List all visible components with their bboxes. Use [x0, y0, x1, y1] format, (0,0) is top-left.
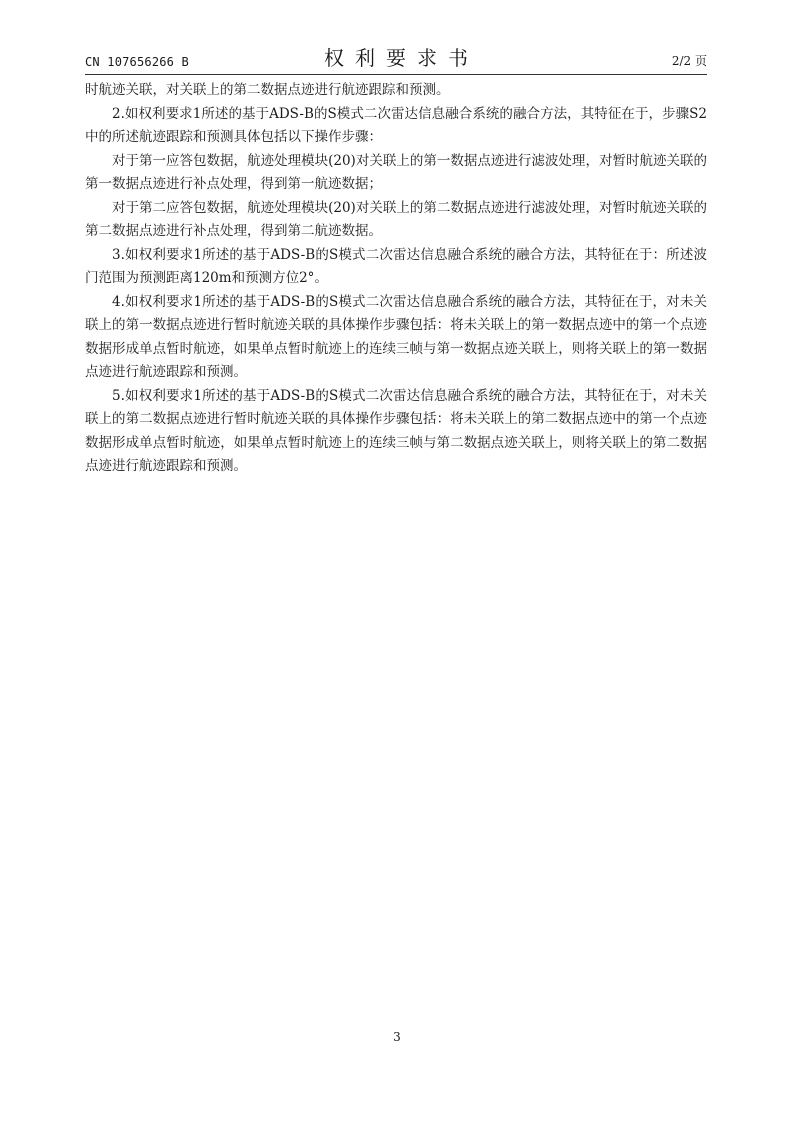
- claims-body: [85, 79, 707, 479]
- claim-2-step-1: 对于第一应答包数据，航迹处理模块(20)对关联上的第一数据点迹进行滤波处理，对暂时航迹关联的第一数据点迹进行补点处理，得到第一航迹数据；: [85, 152, 707, 192]
- claim-4: 4.如权利要求1所述的基于ADS-B的S模式二次雷达信息融合系统的融合方法，其特征在于，对未关联上的第一数据点迹进行暂时航迹关联的具体操作步骤包括：将未关联上的第一数据点迹中的第一个点迹数据形成单点暂时航迹，如果单点暂时航迹上的连续三帧与第一数据点迹关联上，则将关联上的第一数据点迹进行航迹跟踪和预测。: [85, 293, 707, 380]
- page-header: [85, 46, 707, 74]
- claim-3: 3.如权利要求1所述的基于ADS-B的S模式二次雷达信息融合系统的融合方法，其特征在于：所述波门范围为预测距离120m和预测方位2°。: [85, 246, 707, 286]
- claim-5: 5.如权利要求1所述的基于ADS-B的S模式二次雷达信息融合系统的融合方法，其特征在于，对未关联上的第二数据点迹进行暂时航迹关联的具体操作步骤包括：将未关联上的第二数据点迹中的第一个点迹数据形成单点暂时航迹，如果单点暂时航迹上的连续三帧与第二数据点迹关联上，则将关联上的第二数据点迹进行航迹跟踪和预测。: [85, 387, 707, 474]
- claim-continuation: 时航迹关联，对关联上的第二数据点迹进行航迹跟踪和预测。: [85, 82, 450, 98]
- document-title: 权利要求书: [324, 46, 479, 70]
- page-count: 2/2 页: [671, 54, 707, 68]
- page-number: 3: [393, 1030, 401, 1044]
- claim-2-step-2: 对于第二应答包数据，航迹处理模块(20)对关联上的第二数据点迹进行滤波处理，对暂时航迹关联的第二数据点迹进行补点处理，得到第二航迹数据。: [85, 199, 707, 239]
- publication-number: CN 107656266 B: [85, 55, 189, 69]
- header-divider: [85, 74, 707, 75]
- claim-2: 2.如权利要求1所述的基于ADS-B的S模式二次雷达信息融合系统的融合方法，其特征在于，步骤S2中的所述航迹跟踪和预测具体包括以下操作步骤：: [85, 105, 707, 145]
